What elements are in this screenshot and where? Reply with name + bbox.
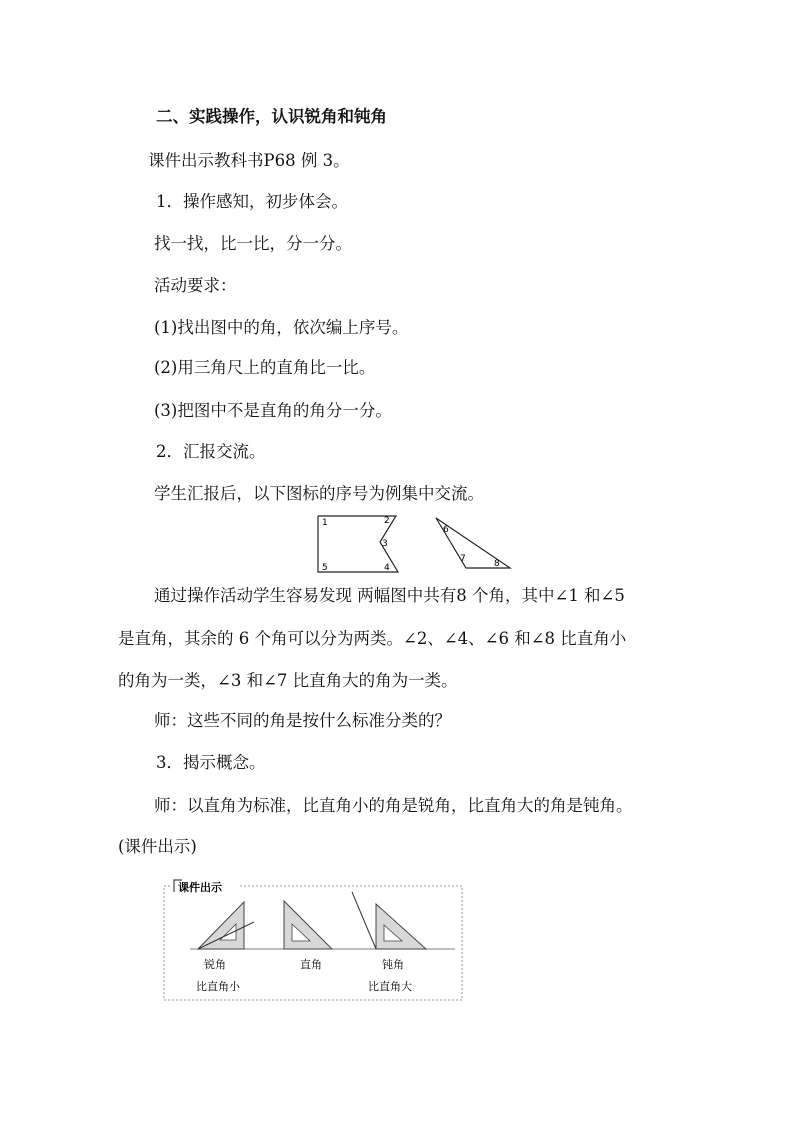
angle-label-7: 7	[460, 554, 466, 564]
angle-label-1: 1	[322, 518, 328, 528]
courseware-header: 课件出示	[178, 881, 222, 894]
paragraph-teacher-question: 师：这些不同的角是按什么标准分类的？	[154, 711, 451, 730]
requirement-2: (2)用三角尺上的直角比一比。	[154, 358, 376, 377]
paragraph-courseware-example: 课件出示教科书P68 例 3。	[148, 151, 350, 170]
angle-label-6: 6	[443, 525, 449, 535]
activity-requirements-label: 活动要求：	[154, 276, 237, 295]
requirement-1: (1)找出图中的角，依次编上序号。	[154, 318, 409, 337]
paragraph-find-compare: 找一找，比一比，分一分。	[154, 234, 352, 253]
angle-label-4: 4	[384, 563, 390, 573]
paragraph-student-report: 学生汇报后，以下图标的序号为例集中交流。	[154, 484, 484, 503]
angle-label-5: 5	[322, 563, 328, 573]
courseware-figure	[160, 874, 466, 1002]
right-angle-label: 直角	[300, 958, 322, 971]
angle-label-3: 3	[382, 539, 388, 549]
acute-angle-square	[198, 902, 254, 949]
angle-label-8: 8	[494, 559, 500, 569]
paragraph-teacher-concept: 师：以直角为标准，比直角小的角是锐角，比直角大的角是钝角。	[154, 796, 633, 815]
section-heading: 二、实践操作，认识锐角和钝角	[156, 107, 387, 126]
angle-figure-shapes	[314, 512, 514, 576]
obtuse-angle-square	[352, 892, 426, 949]
step-3-heading: 3．揭示概念。	[156, 753, 266, 772]
acute-angle-label: 锐角	[204, 958, 226, 971]
paragraph-discovery-2: 是直角，其余的 6 个角可以分为两类。∠2、∠4、∠6 和∠8 比直角小	[118, 629, 627, 648]
angle-label-2: 2	[384, 516, 390, 526]
right-angle-square	[284, 901, 332, 949]
obtuse-angle-note: 比直角大	[368, 980, 412, 993]
paragraph-courseware-show: (课件出示)	[118, 837, 197, 856]
step-2-heading: 2．汇报交流。	[156, 442, 266, 461]
step-1-heading: 1．操作感知，初步体会。	[156, 192, 348, 211]
paragraph-discovery-3: 的角为一类，∠3 和∠7 比直角大的角为一类。	[118, 671, 458, 690]
acute-angle-note: 比直角小	[196, 980, 240, 993]
paragraph-discovery-1: 通过操作活动学生容易发现 两幅图中共有8 个角，其中∠1 和∠5	[154, 586, 625, 605]
requirement-3: (3)把图中不是直角的角分一分。	[154, 401, 392, 420]
obtuse-angle-label: 钝角	[382, 958, 404, 971]
